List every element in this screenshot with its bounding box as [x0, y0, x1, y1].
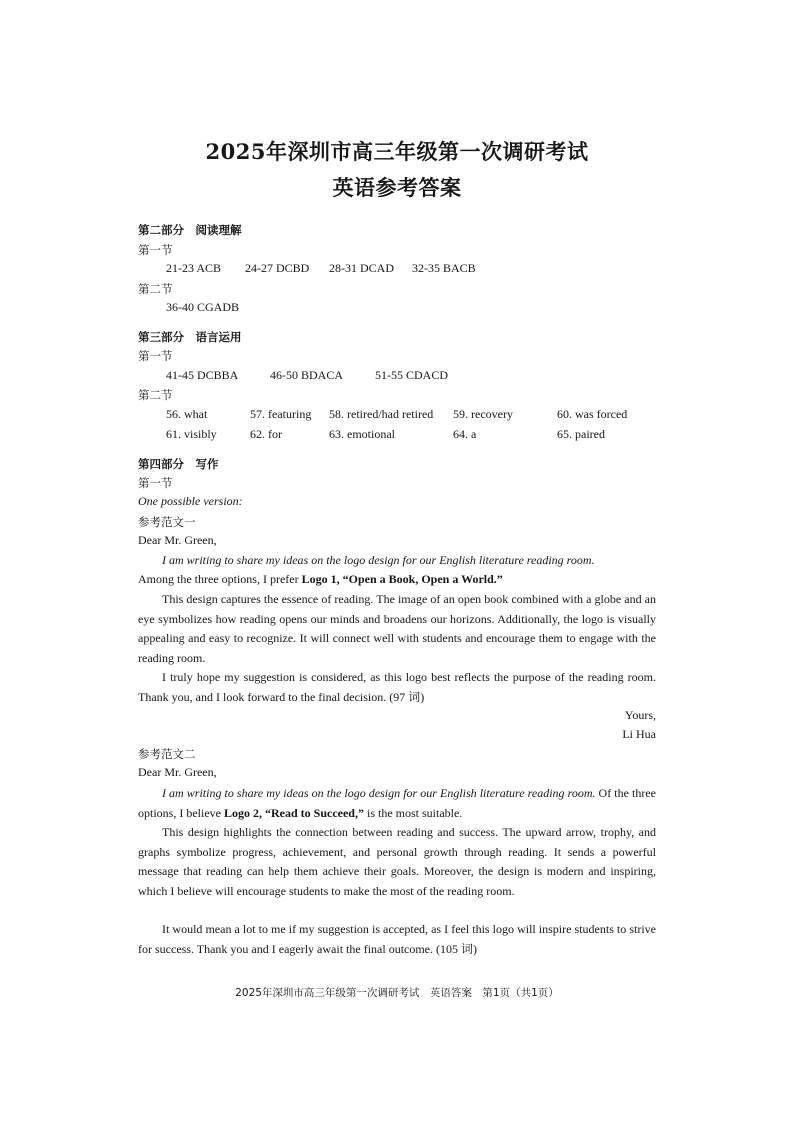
blank-answer: 57. featuring — [250, 407, 312, 421]
answer-group: 36-40 CGADB — [166, 300, 240, 314]
blank-answer: 61. visibly — [166, 427, 217, 441]
blank-answer: 64. a — [453, 427, 477, 441]
part4-sec1-label: 第一节 — [138, 476, 173, 490]
sample2-preferred-logo: Logo 2, “Read to Succeed,” — [223, 805, 364, 820]
sample1-label: 参考范文一 — [138, 515, 196, 529]
sample1-preferred-logo: Logo 1, “Open a Book, Open a World.” — [301, 572, 503, 586]
possible-version-label: One possible version: — [138, 494, 243, 508]
part2-heading: 第二部分 阅读理解 — [138, 223, 242, 237]
blank-answer: 65. paired — [557, 427, 605, 441]
sample1-opening: I am writing to share my ideas on the logo design for our English literature reading room. — [162, 553, 595, 567]
blank-answer: 60. was forced — [557, 407, 628, 421]
sample2-opening: I am writing to share my ideas on the logo design for our English literature reading room. — [162, 786, 596, 800]
blank-answer: 62. for — [250, 427, 282, 441]
sample1-preference — [138, 570, 656, 590]
exam-title: 2025年深圳市高三年级第一次调研考试 — [205, 139, 589, 164]
answer-group: 21-23 ACB — [166, 261, 222, 275]
part3-heading: 第三部分 语言运用 — [138, 330, 242, 344]
sample2-preference-end: is the most suitable. — [363, 805, 463, 820]
sample2-closing-paragraph: It would mean a lot to me if my suggestion is accepted, as I feel this logo will inspire students to strive for success. Thank you and I eagerly await the final outcome. (105 词) — [138, 922, 656, 956]
sample2-preference-text: Of the three options, I believe — [138, 786, 656, 820]
answer-group: 51-55 CDACD — [375, 368, 449, 382]
blank-answer: 63. emotional — [329, 427, 395, 441]
answer-group: 46-50 BDACA — [270, 368, 344, 382]
sample1-preference-text: Among the three options, I prefer — [138, 572, 302, 586]
page-footer: 2025年深圳市高三年级第一次调研考试 英语答案 第1页（共1页） — [235, 987, 559, 999]
blank-answer: 56. what — [166, 407, 208, 421]
sample2-first-paragraph — [138, 784, 656, 823]
answer-group: 32-35 BACB — [412, 261, 476, 275]
sample1-body-paragraph: This design captures the essence of reading. The image of an open book combined with a globe and an eye symbolizes how reading opens our minds and broadens our horizons. Additionally, the logo is visually appealing and easy to recognize. It will connect well with students and encourage them to engage with the reading room. — [138, 592, 656, 665]
answer-group: 28-31 DCAD — [329, 261, 394, 275]
answer-key-title: 英语参考答案 — [332, 175, 462, 200]
blank-answer: 58. retired/had retired — [329, 407, 434, 421]
answer-group: 41-45 DCBBA — [166, 368, 239, 382]
sample1-closing: Yours, — [624, 708, 656, 722]
sample1-salutation: Dear Mr. Green, — [138, 533, 217, 547]
answer-group: 24-27 DCBD — [245, 261, 310, 275]
part2-sec1-label: 第一节 — [138, 243, 173, 257]
part4-heading: 第四部分 写作 — [138, 457, 219, 471]
sample2-salutation: Dear Mr. Green, — [138, 765, 217, 779]
part2-sec2-label: 第二节 — [138, 282, 173, 296]
blank-answer: 59. recovery — [453, 407, 513, 421]
sample2-body-paragraph: This design highlights the connection between reading and success. The upward arrow, trophy, and graphs symbolize progress, achievement, and personal growth through reading. It sends a powerful message that reading can help them achieve their goals. Moreover, the design is modern and inspiring, which I believe will encourage students to make the most of the reading room. — [138, 825, 656, 898]
part3-sec2-label: 第二节 — [138, 388, 173, 402]
sample2-label: 参考范文二 — [138, 747, 196, 761]
part3-sec1-label: 第一节 — [138, 349, 173, 363]
sample1-signature: Li Hua — [622, 727, 656, 741]
sample1-closing-paragraph: I truly hope my suggestion is considered, as this logo best reflects the purpose of the reading room. Thank you, and I look forward to the final decision. (97 词) — [138, 670, 656, 704]
